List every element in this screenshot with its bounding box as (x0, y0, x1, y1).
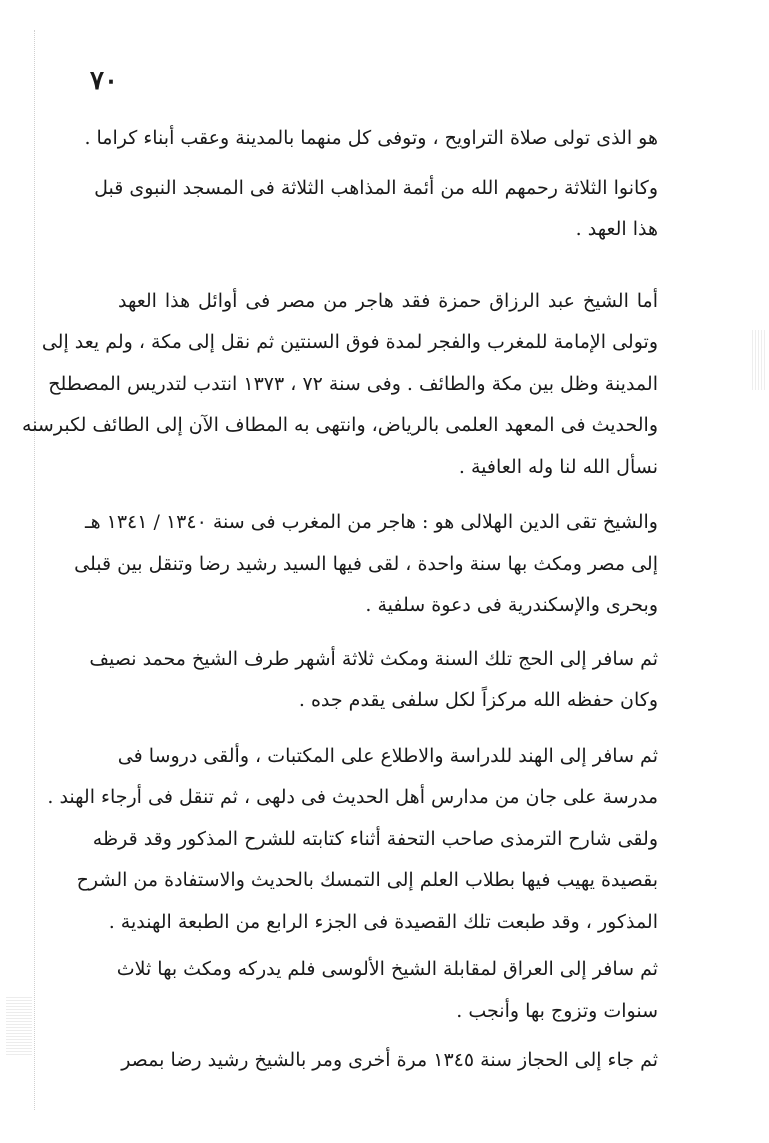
scan-edge-artifact (6, 995, 32, 1055)
text-line: المدينة وظل بين مكة والطائف . وفى سنة ٧٢ ، ١٣٧٣ انتدب لتدريس المصطلح (48, 372, 658, 395)
text-line: والشيخ تقى الدين الهلالى هو : هاجر من المغرب فى سنة ١٣٤٠ / ١٣٤١ هـ (85, 511, 658, 533)
paragraph (118, 1040, 658, 1082)
paragraph (84, 118, 658, 160)
text-line: المذكور ، وقد طبعت تلك القصيدة فى الجزء الرابع من الطبعة الهندية . (108, 910, 658, 933)
text-line: ولقى شارح الترمذى صاحب التحفة أثناء كتابته للشرح المذكور وقد قرظه (92, 827, 658, 850)
text-line: هذا العهد . (575, 218, 658, 240)
paragraph (22, 281, 658, 489)
text-line: ثم سافر إلى الهند للدراسة والاطلاع على المكتبات ، وألقى دروسا فى (117, 744, 658, 767)
paragraph (74, 502, 658, 627)
page-number: ٧٠ (90, 66, 118, 96)
paragraph (118, 949, 658, 1032)
paragraph (89, 639, 658, 722)
text-line: وكانوا الثلاثة رحمهم الله من أئمة المذاهب الثلاثة فى المسجد النبوى قبل (94, 176, 658, 199)
text-line: نسأل الله لنا وله العافية . (458, 455, 658, 478)
text-line: وبحرى والإسكندرية فى دعوة سلفية . (365, 594, 658, 616)
body-text (22, 118, 658, 1082)
text-line: ثم جاء إلى الحجاز سنة ١٣٤٥ مرة أخرى ومر بالشيخ رشيد رضا بمصر (121, 1049, 658, 1071)
text-line: بقصيدة يهيب فيها بطلاب العلم إلى التمسك بالحديث والاستفادة من الشرح (76, 869, 658, 891)
paragraph (47, 736, 658, 944)
text-line: إلى مصر ومكث بها سنة واحدة ، لقى فيها السيد رشيد رضا وتنقل بين قبلى (74, 552, 658, 575)
text-line: مدرسة على جان من مدارس أهل الحديث فى دلهى ، ثم تنقل فى أرجاء الهند . (47, 786, 658, 808)
text-line: أما الشيخ عبد الرزاق حمزة فقد هاجر من مصر فى أوائل هذا العهد (118, 289, 658, 312)
text-line: ثم سافر إلى الحج تلك السنة ومكث ثلاثة أشهر طرف الشيخ محمد نصيف (89, 647, 658, 670)
text-line: ثم سافر إلى العراق لمقابلة الشيخ الألوسى فلم يدركه ومكث بها ثلاث (116, 958, 658, 980)
text-line: وكان حفظه الله مركزاً لكل سلفى يقدم جده . (298, 689, 658, 711)
scan-edge-artifact (34, 30, 36, 1110)
text-line: هو الذى تولى صلاة التراويح ، وتوفى كل منهما بالمدينة وعقب أبناء كراما . (84, 127, 658, 149)
paragraph (94, 168, 658, 251)
text-line: وتولى الإمامة للمغرب والفجر لمدة فوق السنتين ثم نقل إلى مكة ، ولم يعد إلى (41, 331, 658, 353)
scan-edge-artifact (752, 330, 766, 390)
text-line: والحديث فى المعهد العلمى بالرياض، وانتهى به المطاف الآن إلى الطائف لكبرسنه (22, 414, 658, 436)
text-line: سنوات وتزوج بها وأنجب . (456, 999, 658, 1022)
